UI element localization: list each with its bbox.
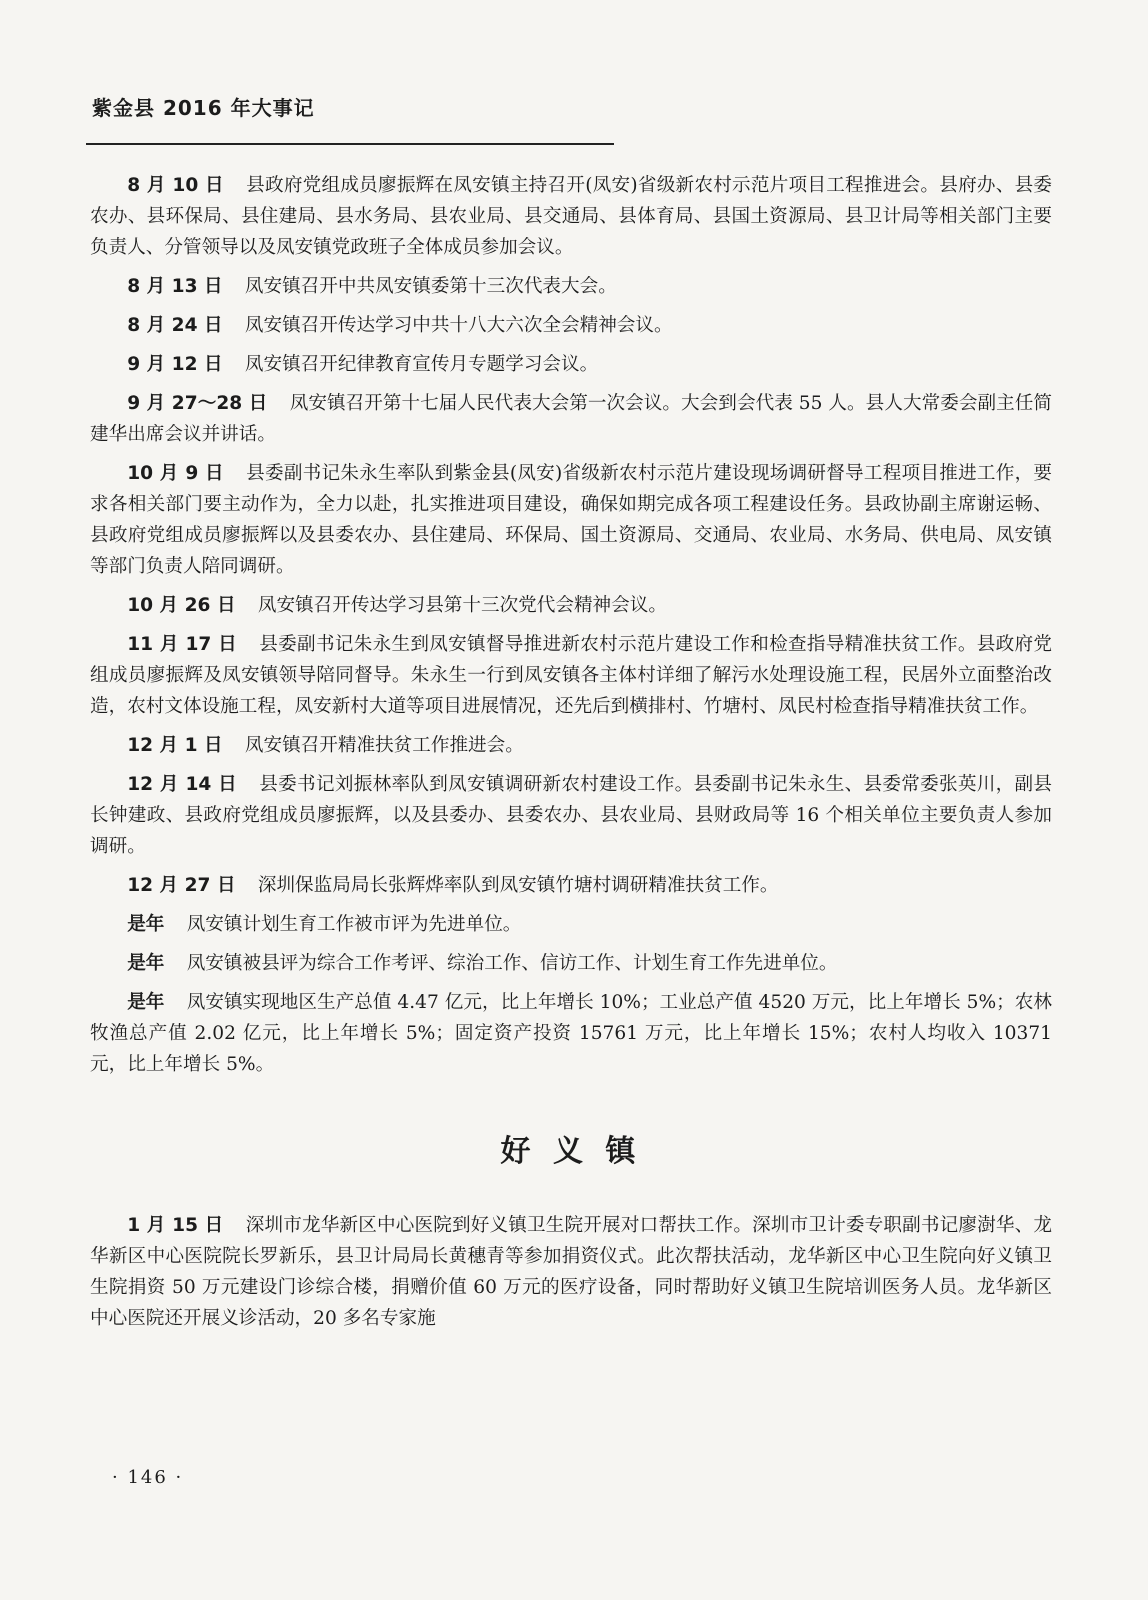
entry-date: 8 月 13 日 xyxy=(127,276,223,297)
chronicle-entry xyxy=(90,987,1052,1080)
entry-text: 凤安镇召开精准扶贫工作推进会。 xyxy=(244,735,524,756)
chronicle-entry xyxy=(90,349,1052,380)
chronicle-entry xyxy=(90,629,1052,722)
header-rule xyxy=(86,143,614,145)
page-body xyxy=(90,170,1052,1342)
chronicle-entry xyxy=(90,909,1052,940)
entry-date: 是年 xyxy=(127,992,165,1013)
entry-text: 凤安镇召开第十七届人民代表大会第一次会议。大会到会代表 55 人。县人大常委会副主任简建华出席会议并讲话。 xyxy=(90,393,1053,445)
section-title: 好 义 镇 xyxy=(500,1134,642,1169)
entry-text: 深圳市龙华新区中心医院到好义镇卫生院开展对口帮扶工作。深圳市卫计委专职副书记廖澍华、龙华新区中心医院院长罗新乐，县卫计局局长黄穗青等参加捐资仪式。此次帮扶活动，龙华新区中心卫生院向好义镇卫生院捐资 50 万元建设门诊综合楼，捐赠价值 60 万元的医疗设备，同时帮助好义镇卫生院培训医务人员。龙华新区中心医院还开展义诊活动，20 多名专家施 xyxy=(90,1215,1052,1329)
entry-text: 凤安镇召开中共凤安镇委第十三次代表大会。 xyxy=(244,276,617,297)
entry-text: 县委副书记朱永生率队到紫金县(凤安)省级新农村示范片建设现场调研督导工程项目推进工作，要求各相关部门要主动作为，全力以赴，扎实推进项目建设，确保如期完成各项工程建设任务。县政协副主席谢运畅、县政府党组成员廖振辉以及县委农办、县住建局、环保局、国土资源局、交通局、农业局、水务局、供电局、凤安镇等部门负责人陪同调研。 xyxy=(90,463,1053,577)
entry-text: 凤安镇计划生育工作被市评为先进单位。 xyxy=(186,914,522,935)
entry-text: 县委书记刘振林率队到凤安镇调研新农村建设工作。县委副书记朱永生、县委常委张英川，副县长钟建政、县政府党组成员廖振辉，以及县委办、县委农办、县农业局、县财政局等 16 个相关单位主要负责人参加调研。 xyxy=(90,774,1052,857)
entry-date: 9 月 27～28 日 xyxy=(127,393,268,414)
entry-date: 8 月 24 日 xyxy=(127,315,223,336)
entry-text: 凤安镇被县评为综合工作考评、综治工作、信访工作、计划生育工作先进单位。 xyxy=(186,953,838,974)
entry-date: 是年 xyxy=(127,914,165,935)
entry-date: 12 月 27 日 xyxy=(127,875,236,896)
entries-fengan xyxy=(90,170,1052,1080)
entry-text: 县政府党组成员廖振辉在凤安镇主持召开(凤安)省级新农村示范片项目工程推进会。县府办、县委农办、县环保局、县住建局、县水务局、县农业局、县交通局、县体育局、县国土资源局、县卫计局等相关部门主要负责人、分管领导以及凤安镇党政班子全体成员参加会议。 xyxy=(90,175,1053,258)
entry-text: 凤安镇召开纪律教育宣传月专题学习会议。 xyxy=(244,354,599,375)
entry-text: 凤安镇召开传达学习中共十八大六次全会精神会议。 xyxy=(244,315,673,336)
entry-date: 12 月 1 日 xyxy=(127,735,223,756)
entry-date: 9 月 12 日 xyxy=(127,354,223,375)
entry-date: 1 月 15 日 xyxy=(127,1215,224,1236)
entries-haoyi xyxy=(90,1210,1052,1334)
chronicle-entry xyxy=(90,170,1052,263)
entry-text: 深圳保监局局长张辉烨率队到凤安镇竹塘村调研精准扶贫工作。 xyxy=(257,875,779,896)
running-title: 紫金县 2016 年大事记 xyxy=(92,96,315,120)
entry-date: 12 月 14 日 xyxy=(127,774,237,795)
chronicle-entry xyxy=(90,271,1052,302)
entry-date: 10 月 26 日 xyxy=(127,595,236,616)
chronicle-entry xyxy=(90,388,1052,450)
entry-date: 11 月 17 日 xyxy=(127,634,237,655)
chronicle-entry xyxy=(90,458,1052,582)
chronicle-entry xyxy=(90,590,1052,621)
entry-text: 凤安镇召开传达学习县第十三次党代会精神会议。 xyxy=(257,595,667,616)
page-number: · 146 · xyxy=(112,1467,184,1488)
entry-text: 县委副书记朱永生到凤安镇督导推进新农村示范片建设工作和检查指导精准扶贫工作。县政府党组成员廖振辉及凤安镇领导陪同督导。朱永生一行到凤安镇各主体村详细了解污水处理设施工程，民居外立面整治改造，农村文体设施工程，凤安新村大道等项目进展情况，还先后到横排村、竹塘村、凤民村检查指导精准扶贫工作。 xyxy=(90,634,1052,717)
chronicle-entry xyxy=(90,870,1052,901)
entry-date: 10 月 9 日 xyxy=(127,463,224,484)
entry-date: 8 月 10 日 xyxy=(127,175,224,196)
chronicle-entry xyxy=(90,948,1052,979)
chronicle-entry xyxy=(90,1210,1052,1334)
chronicle-entry xyxy=(90,769,1052,862)
entry-text: 凤安镇实现地区生产总值 4.47 亿元，比上年增长 10%；工业总产值 4520 万元，比上年增长 5%；农林牧渔总产值 2.02 亿元，比上年增长 5%；固定资产投资 15761 万元，比上年增长 15%；农村人均收入 10371 元，比上年增长 5%。 xyxy=(90,992,1052,1075)
entry-date: 是年 xyxy=(127,953,165,974)
chronicle-entry xyxy=(90,310,1052,341)
chronicle-entry xyxy=(90,730,1052,761)
